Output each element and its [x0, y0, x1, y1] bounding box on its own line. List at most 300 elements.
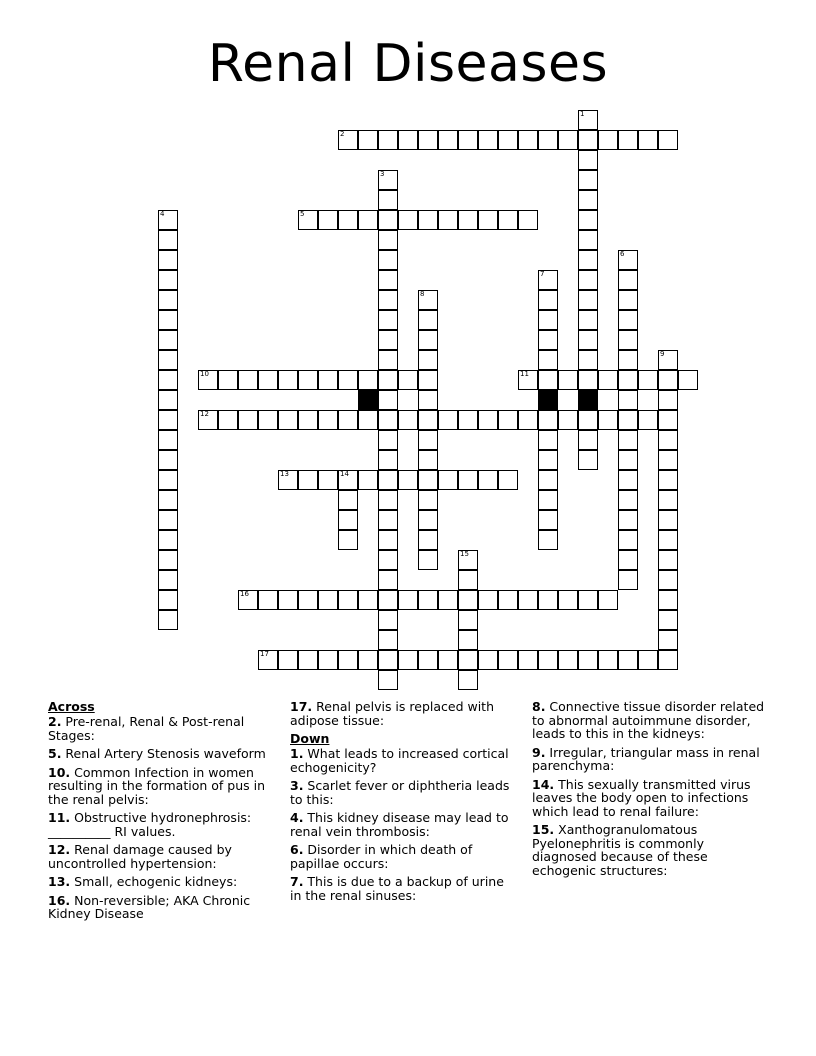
grid-cell[interactable] [578, 170, 598, 190]
grid-cell[interactable] [658, 510, 678, 530]
grid-cell[interactable] [318, 650, 338, 670]
down-heading: Down [290, 731, 330, 746]
grid-cell[interactable] [158, 270, 178, 290]
clue-number: 7 [540, 270, 545, 278]
grid-cell[interactable] [318, 590, 338, 610]
grid-cell[interactable] [558, 370, 578, 390]
grid-cell[interactable] [578, 350, 598, 370]
grid-cell[interactable] [358, 650, 378, 670]
grid-cell[interactable] [418, 350, 438, 370]
grid-cell[interactable] [158, 290, 178, 310]
grid-cell[interactable] [378, 490, 398, 510]
clue-8 [532, 700, 772, 741]
grid-cell[interactable] [478, 590, 498, 610]
grid-cell[interactable] [638, 370, 658, 390]
grid-cell[interactable] [578, 410, 598, 430]
clues-column-3 [532, 700, 772, 882]
clue-7 [290, 875, 518, 902]
grid-cell[interactable] [618, 490, 638, 510]
grid-cell[interactable] [258, 410, 278, 430]
grid-cell[interactable] [478, 650, 498, 670]
grid-cell[interactable] [638, 650, 658, 670]
grid-cell[interactable] [578, 110, 598, 130]
grid-cell[interactable] [538, 370, 558, 390]
grid-cell[interactable] [658, 610, 678, 630]
grid-cell[interactable] [158, 610, 178, 630]
grid-cell[interactable] [158, 210, 178, 230]
grid-cell[interactable] [418, 310, 438, 330]
grid-cell[interactable] [238, 370, 258, 390]
grid-cell[interactable] [578, 250, 598, 270]
grid-cell[interactable] [278, 410, 298, 430]
grid-cell[interactable] [618, 650, 638, 670]
grid-cell[interactable] [498, 470, 518, 490]
grid-cell[interactable] [418, 550, 438, 570]
grid-cell[interactable] [618, 130, 638, 150]
grid-cell[interactable] [678, 370, 698, 390]
puzzle-title: Renal Diseases [207, 34, 609, 94]
clue-9 [532, 746, 772, 773]
grid-cell[interactable] [158, 450, 178, 470]
grid-cell[interactable] [618, 350, 638, 370]
clue-number-label: 10. [48, 764, 71, 780]
grid-cell[interactable] [478, 470, 498, 490]
grid-cell[interactable] [578, 210, 598, 230]
grid-cell[interactable] [318, 210, 338, 230]
grid-cell[interactable] [618, 570, 638, 590]
clue-number: 8 [420, 290, 425, 298]
grid-cell[interactable] [278, 370, 298, 390]
grid-cell[interactable] [158, 550, 178, 570]
grid-cell[interactable] [158, 490, 178, 510]
grid-cell[interactable] [578, 270, 598, 290]
grid-cell[interactable] [618, 550, 638, 570]
clue-text: Xanthogranulomatous Pyelonephritis is commonly diagnosed because of these echogenic structures: [532, 822, 708, 878]
clue-text: Pre-renal, Renal & Post-renal Stages: [48, 714, 245, 743]
clue-3 [290, 779, 518, 806]
grid-cell[interactable] [658, 590, 678, 610]
grid-cell[interactable] [658, 650, 678, 670]
grid-cell[interactable] [498, 590, 518, 610]
grid-cell[interactable] [358, 370, 378, 390]
grid-cell[interactable] [358, 590, 378, 610]
grid-cell[interactable] [378, 530, 398, 550]
grid-cell[interactable] [478, 210, 498, 230]
grid-cell[interactable] [418, 590, 438, 610]
grid-cell[interactable] [658, 530, 678, 550]
grid-cell[interactable] [438, 650, 458, 670]
grid-cell[interactable] [658, 490, 678, 510]
grid-cell[interactable] [338, 410, 358, 430]
clue-number: 15 [460, 550, 469, 558]
grid-cell[interactable] [278, 650, 298, 670]
grid-cell[interactable] [378, 430, 398, 450]
grid-cell[interactable] [618, 270, 638, 290]
grid-cell[interactable] [378, 270, 398, 290]
grid-cell[interactable] [338, 470, 358, 490]
grid-cell[interactable] [218, 370, 238, 390]
grid-cell[interactable] [518, 130, 538, 150]
grid-cell[interactable] [338, 510, 358, 530]
grid-cell[interactable] [418, 370, 438, 390]
grid-cell[interactable] [338, 210, 358, 230]
grid-cell[interactable] [578, 430, 598, 450]
grid-cell[interactable] [298, 650, 318, 670]
clue-number-label: 6. [290, 842, 304, 857]
grid-cell[interactable] [198, 410, 218, 430]
grid-cell[interactable] [278, 590, 298, 610]
grid-cell[interactable] [338, 130, 358, 150]
grid-cell[interactable] [618, 330, 638, 350]
grid-cell[interactable] [538, 330, 558, 350]
clue-number-label: 3. [290, 778, 304, 793]
grid-cell[interactable] [158, 330, 178, 350]
grid-cell[interactable] [378, 170, 398, 190]
grid-cell[interactable] [158, 250, 178, 270]
grid-cell[interactable] [618, 530, 638, 550]
grid-cell[interactable] [658, 430, 678, 450]
grid-cell[interactable] [598, 370, 618, 390]
grid-cell[interactable] [438, 210, 458, 230]
grid-cell[interactable] [658, 470, 678, 490]
grid-cell[interactable] [538, 530, 558, 550]
grid-cell[interactable] [578, 190, 598, 210]
black-cell [538, 390, 558, 410]
grid-cell[interactable] [238, 410, 258, 430]
grid-cell[interactable] [498, 650, 518, 670]
grid-cell[interactable] [298, 210, 318, 230]
grid-cell[interactable] [378, 610, 398, 630]
grid-cell[interactable] [418, 470, 438, 490]
grid-cell[interactable] [598, 410, 618, 430]
grid-cell[interactable] [478, 130, 498, 150]
grid-cell[interactable] [578, 330, 598, 350]
grid-cell[interactable] [538, 290, 558, 310]
grid-cell[interactable] [458, 550, 478, 570]
grid-cell[interactable] [458, 410, 478, 430]
grid-cell[interactable] [618, 410, 638, 430]
grid-cell[interactable] [418, 650, 438, 670]
grid-cell[interactable] [338, 370, 358, 390]
grid-cell[interactable] [198, 370, 218, 390]
grid-cell[interactable] [538, 490, 558, 510]
grid-cell[interactable] [618, 510, 638, 530]
grid-cell[interactable] [318, 410, 338, 430]
clue-text: This is due to a backup of urine in the renal sinuses: [290, 874, 504, 903]
clue-text: Irregular, triangular mass in renal parenchyma: [532, 744, 760, 773]
clue-number-label: 15. [532, 822, 555, 837]
clue-1 [290, 747, 518, 774]
grid-cell[interactable] [458, 610, 478, 630]
grid-cell[interactable] [578, 310, 598, 330]
clue-12 [48, 843, 280, 870]
clue-number-label: 1. [290, 746, 304, 761]
grid-cell[interactable] [578, 590, 598, 610]
grid-cell[interactable] [238, 590, 258, 610]
grid-cell[interactable] [378, 230, 398, 250]
grid-cell[interactable] [278, 470, 298, 490]
grid-cell[interactable] [218, 410, 238, 430]
grid-cell[interactable] [378, 190, 398, 210]
clue-17 [290, 700, 518, 727]
clue-2 [48, 715, 280, 742]
grid-cell[interactable] [378, 470, 398, 490]
grid-cell[interactable] [378, 330, 398, 350]
grid-cell[interactable] [458, 210, 478, 230]
grid-cell[interactable] [158, 570, 178, 590]
grid-cell[interactable] [658, 450, 678, 470]
grid-cell[interactable] [378, 630, 398, 650]
grid-cell[interactable] [378, 250, 398, 270]
clue-number-label: 4. [290, 810, 304, 825]
grid-cell[interactable] [658, 390, 678, 410]
across-heading: Across [48, 699, 95, 714]
clue-11 [48, 811, 280, 838]
grid-cell[interactable] [438, 470, 458, 490]
grid-cell[interactable] [658, 410, 678, 430]
clue-number: 12 [200, 410, 209, 418]
grid-cell[interactable] [158, 310, 178, 330]
grid-cell[interactable] [658, 130, 678, 150]
grid-cell[interactable] [478, 410, 498, 430]
grid-cell[interactable] [338, 590, 358, 610]
grid-cell[interactable] [418, 390, 438, 410]
grid-cell[interactable] [158, 390, 178, 410]
grid-cell[interactable] [398, 590, 418, 610]
clue-text: Obstructive hydronephrosis: __________ RI values. [48, 810, 252, 839]
clues-column-2 [290, 700, 518, 907]
grid-cell[interactable] [538, 310, 558, 330]
clue-13 [48, 875, 280, 889]
grid-cell[interactable] [658, 550, 678, 570]
grid-cell[interactable] [518, 590, 538, 610]
grid-cell[interactable] [618, 470, 638, 490]
grid-cell[interactable] [258, 590, 278, 610]
grid-cell[interactable] [458, 590, 478, 610]
grid-cell[interactable] [398, 130, 418, 150]
grid-cell[interactable] [158, 370, 178, 390]
grid-cell[interactable] [338, 530, 358, 550]
grid-cell[interactable] [618, 450, 638, 470]
grid-cell[interactable] [438, 590, 458, 610]
grid-cell[interactable] [558, 590, 578, 610]
grid-cell[interactable] [538, 470, 558, 490]
grid-cell[interactable] [378, 450, 398, 470]
grid-cell[interactable] [538, 510, 558, 530]
grid-cell[interactable] [378, 370, 398, 390]
grid-cell[interactable] [578, 230, 598, 250]
grid-cell[interactable] [658, 630, 678, 650]
grid-cell[interactable] [358, 130, 378, 150]
clue-number: 11 [520, 370, 529, 378]
grid-cell[interactable] [538, 650, 558, 670]
clue-number: 10 [200, 370, 209, 378]
grid-cell[interactable] [598, 590, 618, 610]
grid-cell[interactable] [338, 490, 358, 510]
grid-cell[interactable] [538, 270, 558, 290]
grid-cell[interactable] [458, 570, 478, 590]
grid-cell[interactable] [358, 410, 378, 430]
grid-cell[interactable] [258, 370, 278, 390]
grid-cell[interactable] [418, 210, 438, 230]
grid-cell[interactable] [398, 470, 418, 490]
clue-number: 5 [300, 210, 305, 218]
grid-cell[interactable] [158, 530, 178, 550]
grid-cell[interactable] [498, 210, 518, 230]
grid-cell[interactable] [158, 230, 178, 250]
grid-cell[interactable] [458, 630, 478, 650]
grid-cell[interactable] [578, 370, 598, 390]
clue-number-label: 13. [48, 874, 71, 889]
grid-cell[interactable] [358, 210, 378, 230]
grid-cell[interactable] [378, 310, 398, 330]
grid-cell[interactable] [598, 130, 618, 150]
grid-cell[interactable] [578, 290, 598, 310]
grid-cell[interactable] [378, 650, 398, 670]
grid-cell[interactable] [618, 290, 638, 310]
clue-text: Common Infection in women resulting in the formation of pus in the renal pelvis: [48, 764, 266, 807]
grid-cell[interactable] [458, 670, 478, 690]
grid-cell[interactable] [398, 370, 418, 390]
grid-cell[interactable] [638, 130, 658, 150]
clue-number-label: 11. [48, 810, 71, 825]
grid-cell[interactable] [378, 510, 398, 530]
grid-cell[interactable] [658, 350, 678, 370]
grid-cell[interactable] [578, 450, 598, 470]
clue-text: Small, echogenic kidneys: [70, 874, 238, 889]
clue-text: Non-reversible; AKA Chronic Kidney Disease [48, 892, 251, 921]
clue-14 [532, 778, 772, 819]
grid-cell[interactable] [158, 470, 178, 490]
grid-cell[interactable] [378, 390, 398, 410]
clue-number: 4 [160, 210, 165, 218]
clues-column-1 [48, 700, 280, 926]
clue-text: What leads to increased cortical echogenicity? [290, 746, 509, 775]
grid-cell[interactable] [518, 370, 538, 390]
grid-cell[interactable] [538, 450, 558, 470]
grid-cell[interactable] [398, 210, 418, 230]
grid-cell[interactable] [418, 430, 438, 450]
grid-cell[interactable] [598, 650, 618, 670]
grid-cell[interactable] [658, 370, 678, 390]
grid-cell[interactable] [558, 130, 578, 150]
grid-cell[interactable] [418, 450, 438, 470]
clue-number-label: 16. [48, 892, 71, 908]
grid-cell[interactable] [498, 410, 518, 430]
grid-cell[interactable] [158, 410, 178, 430]
grid-cell[interactable] [638, 410, 658, 430]
grid-cell[interactable] [318, 370, 338, 390]
grid-cell[interactable] [418, 410, 438, 430]
grid-cell[interactable] [518, 410, 538, 430]
grid-cell[interactable] [398, 410, 418, 430]
grid-cell[interactable] [378, 570, 398, 590]
grid-cell[interactable] [578, 650, 598, 670]
grid-cell[interactable] [618, 390, 638, 410]
grid-cell[interactable] [158, 510, 178, 530]
clue-number: 13 [280, 470, 289, 478]
clue-number-label: 17. [290, 699, 313, 714]
grid-cell[interactable] [378, 410, 398, 430]
grid-cell[interactable] [538, 590, 558, 610]
grid-cell[interactable] [298, 370, 318, 390]
grid-cell[interactable] [538, 350, 558, 370]
grid-cell[interactable] [378, 210, 398, 230]
grid-cell[interactable] [538, 430, 558, 450]
grid-cell[interactable] [378, 130, 398, 150]
grid-cell[interactable] [458, 470, 478, 490]
grid-cell[interactable] [458, 130, 478, 150]
clue-text: Renal Artery Stenosis waveform [61, 746, 266, 761]
grid-cell[interactable] [418, 130, 438, 150]
clue-text: This kidney disease may lead to renal vein thrombosis: [290, 810, 509, 839]
clue-number: 2 [340, 130, 345, 138]
grid-cell[interactable] [158, 350, 178, 370]
clue-6 [290, 843, 518, 870]
grid-cell[interactable] [358, 470, 378, 490]
grid-cell[interactable] [618, 430, 638, 450]
grid-cell[interactable] [398, 650, 418, 670]
grid-cell[interactable] [158, 430, 178, 450]
clue-10 [48, 766, 280, 807]
grid-cell[interactable] [618, 370, 638, 390]
grid-cell[interactable] [418, 490, 438, 510]
clue-text: Disorder in which death of papillae occurs: [290, 842, 473, 871]
grid-cell[interactable] [418, 510, 438, 530]
grid-cell[interactable] [378, 290, 398, 310]
grid-cell[interactable] [458, 650, 478, 670]
clue-number: 3 [380, 170, 385, 178]
grid-cell[interactable] [558, 650, 578, 670]
grid-cell[interactable] [658, 570, 678, 590]
grid-cell[interactable] [298, 410, 318, 430]
grid-cell[interactable] [578, 150, 598, 170]
clue-number-label: 8. [532, 699, 546, 714]
grid-cell[interactable] [438, 410, 458, 430]
grid-cell[interactable] [158, 590, 178, 610]
clue-number-label: 7. [290, 874, 304, 889]
grid-cell[interactable] [378, 590, 398, 610]
grid-cell[interactable] [618, 250, 638, 270]
grid-cell[interactable] [378, 550, 398, 570]
clue-number: 16 [240, 590, 249, 598]
grid-cell[interactable] [298, 590, 318, 610]
grid-cell[interactable] [438, 130, 458, 150]
grid-cell[interactable] [378, 670, 398, 690]
clue-16 [48, 894, 280, 921]
grid-cell[interactable] [518, 650, 538, 670]
grid-cell[interactable] [418, 330, 438, 350]
black-cell [578, 390, 598, 410]
grid-cell[interactable] [378, 350, 398, 370]
black-cell [358, 390, 378, 410]
grid-cell[interactable] [418, 530, 438, 550]
grid-cell[interactable] [538, 410, 558, 430]
grid-cell[interactable] [518, 210, 538, 230]
grid-cell[interactable] [258, 650, 278, 670]
clue-text: This sexually transmitted virus leaves the body open to infections which lead to renal failure: [532, 776, 751, 819]
grid-cell[interactable] [618, 310, 638, 330]
grid-cell[interactable] [578, 130, 598, 150]
grid-cell[interactable] [298, 470, 318, 490]
grid-cell[interactable] [318, 470, 338, 490]
grid-cell[interactable] [338, 650, 358, 670]
grid-cell[interactable] [498, 130, 518, 150]
grid-cell[interactable] [418, 290, 438, 310]
clue-text: Connective tissue disorder related to abnormal autoimmune disorder, leads to this in the kidneys: [532, 699, 765, 741]
grid-cell[interactable] [538, 130, 558, 150]
grid-cell[interactable] [558, 410, 578, 430]
